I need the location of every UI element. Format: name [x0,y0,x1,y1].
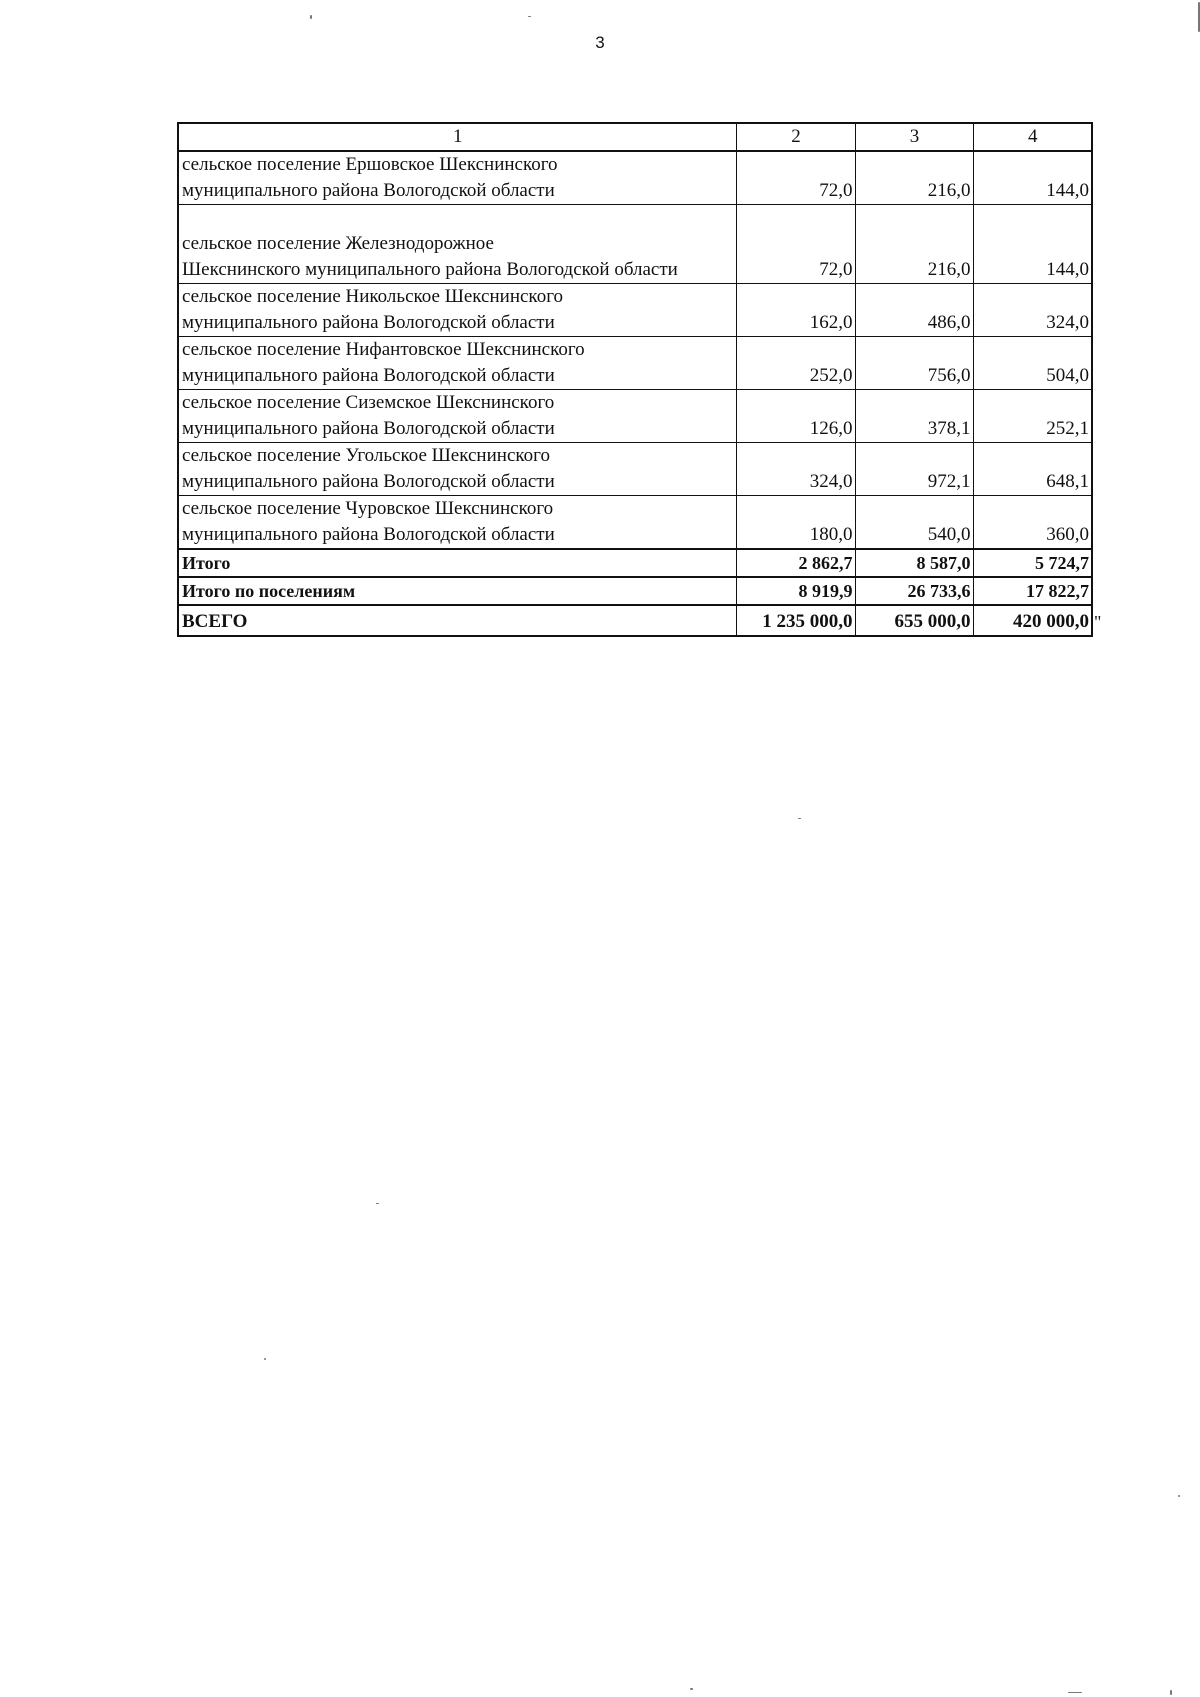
settlement-name-line: сельское поселение Нифантовское Шекснинского [182,339,585,360]
value-cell-col2: 180,0 [736,496,855,550]
value-cell-col3: 540,0 [855,496,973,550]
settlement-name-line: муниципального района Вологодской области [182,180,555,201]
value-cell-col4: 504,0 [973,337,1092,390]
settlement-name-line: муниципального района Вологодской области [182,524,555,545]
closing-quote-mark: " [1094,612,1102,632]
settlement-name-line: муниципального района Вологодской области [182,471,555,492]
value-cell-col3: 486,0 [855,284,973,337]
column-header-3: 3 [855,123,973,151]
table-row [178,284,1092,337]
scan-speck [798,818,801,819]
value-cell-col2: 72,0 [736,151,855,205]
subtotal-row [178,549,1092,577]
table-row [178,337,1092,390]
allocation-table-container [177,122,1093,637]
settlement-name-cell [178,337,736,390]
settlement-name-line: сельское поселение Сиземское Шекснинского [182,392,555,413]
settlement-name-line: муниципального района Вологодской области [182,312,555,333]
column-header-4: 4 [973,123,1092,151]
settlements-total-row [178,577,1092,605]
value-cell-col2: 72,0 [736,205,855,284]
settlement-name-line: сельское поселение Ершовское Шекснинского [182,154,558,175]
settlement-name-cell [178,284,736,337]
page-number: 3 [595,33,605,52]
value-cell-col2: 162,0 [736,284,855,337]
settlement-name-line: муниципального района Вологодской области [182,365,555,386]
settlement-name-line: Шекснинского муниципального района Вологодской области [182,259,678,280]
value-cell-col3: 972,1 [855,443,973,496]
settlements-total-col2: 8 919,9 [736,577,855,605]
settlement-name-line: сельское поселение Железнодорожное [182,233,494,254]
value-cell-col3: 378,1 [855,390,973,443]
scan-speck [310,15,312,19]
table-row [178,496,1092,550]
subtotal-col2: 2 862,7 [736,549,855,577]
table-row [178,390,1092,443]
scan-speck [376,1203,379,1204]
scan-speck [1178,1495,1180,1497]
settlement-name-cell [178,390,736,443]
scan-speck [528,16,531,17]
value-cell-col4: 648,1 [973,443,1092,496]
table-row [178,151,1092,205]
settlement-name-line: сельское поселение Чуровское Шекснинского [182,498,554,519]
value-cell-col2: 126,0 [736,390,855,443]
scan-speck [264,1358,266,1360]
value-cell-col4: 324,0 [973,284,1092,337]
settlement-name-cell [178,151,736,205]
column-header-2: 2 [736,123,855,151]
settlement-name-cell [178,496,736,550]
grand-total-col3: 655 000,0 [855,605,973,636]
column-header-1: 1 [178,123,736,151]
table-header-row [178,123,1092,151]
value-cell-col4: 144,0 [973,205,1092,284]
scan-speck [1170,1690,1172,1695]
value-cell-col4: 252,1 [973,390,1092,443]
table-row [178,205,1092,284]
value-cell-col4: 144,0 [973,151,1092,205]
value-cell-col3: 756,0 [855,337,973,390]
scan-speck [690,1688,693,1690]
subtotal-col4: 5 724,7 [973,549,1092,577]
grand-total-row [178,605,1092,636]
grand-total-col2: 1 235 000,0 [736,605,855,636]
grand-total-label: ВСЕГО [178,605,736,636]
value-cell-col3: 216,0 [855,205,973,284]
settlements-total-col4: 17 822,7 [973,577,1092,605]
subtotal-col3: 8 587,0 [855,549,973,577]
value-cell-col2: 252,0 [736,337,855,390]
settlement-name-line: сельское поселение Никольское Шекснинского [182,286,564,307]
scan-speck [1068,1692,1082,1693]
allocation-table [177,122,1093,637]
settlement-name-line: муниципального района Вологодской области [182,418,555,439]
grand-total-col4: 420 000,0 [973,605,1092,636]
settlements-total-label: Итого по поселениям [178,577,736,605]
value-cell-col2: 324,0 [736,443,855,496]
subtotal-label: Итого [178,549,736,577]
settlement-name-line: сельское поселение Угольское Шекснинского [182,445,550,466]
value-cell-col4: 360,0 [973,496,1092,550]
settlement-name-cell [178,443,736,496]
settlements-total-col3: 26 733,6 [855,577,973,605]
settlement-name-cell [178,205,736,284]
table-row [178,443,1092,496]
value-cell-col3: 216,0 [855,151,973,205]
